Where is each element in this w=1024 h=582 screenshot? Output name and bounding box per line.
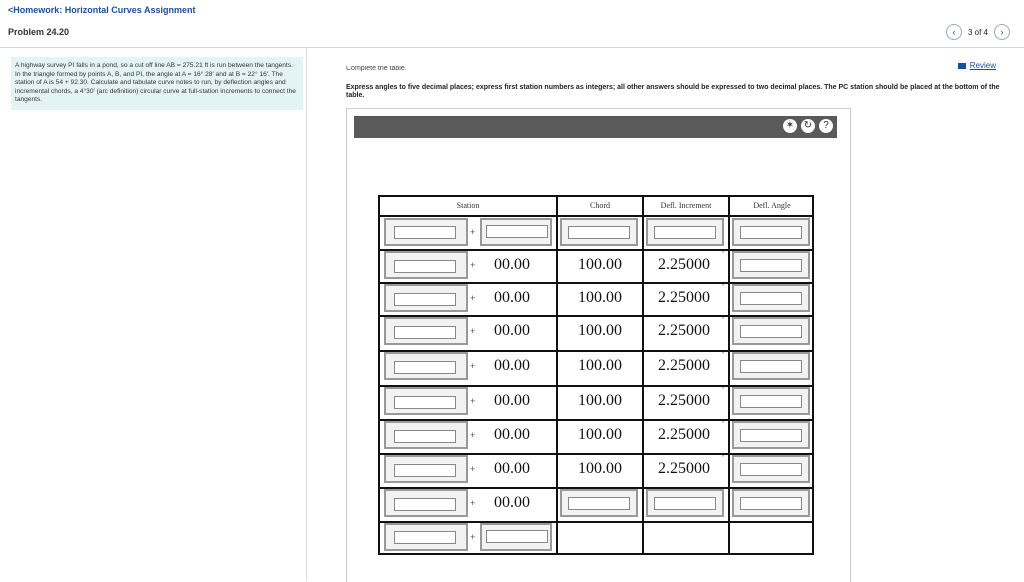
chord-value: 100.00 bbox=[578, 322, 622, 339]
degree-sign: ° bbox=[808, 419, 811, 425]
header-divider bbox=[380, 215, 812, 217]
defl-increment-value: 2.25000 bbox=[658, 460, 710, 477]
plus-sign: + bbox=[470, 498, 476, 508]
station-first-input[interactable] bbox=[394, 464, 456, 477]
chord-input[interactable] bbox=[568, 497, 630, 510]
station-first-input[interactable] bbox=[394, 430, 456, 443]
problem-statement: A highway survey PI falls in a pond, so a cut off line AB = 275.21 ft is run between the tangents. In the triangle formed by points A, B, and PI, the angle at A = 16° 28′ and at B = 22° 16′. The station of A is 54 + 92.30. Calculate and tabulate curve notes to run, by deflection angles and incremental chords, a 4°30′ (arc definition) circular curve at full-station increments to connect the tangents. bbox=[11, 57, 303, 110]
station-value: 00.00 bbox=[494, 289, 530, 306]
defl-increment-value: 2.25000 bbox=[658, 426, 710, 443]
defl-angle-input[interactable] bbox=[740, 292, 802, 305]
cut-instruction: Complete the table. bbox=[346, 66, 407, 72]
station-first-input[interactable] bbox=[394, 226, 456, 239]
header-defl-angle: Defl. Angle bbox=[753, 201, 791, 210]
degree-sign: ° bbox=[808, 350, 811, 356]
problem-title: Problem 24.20 bbox=[8, 27, 70, 37]
plus-sign: + bbox=[470, 396, 476, 406]
degree-sign: ° bbox=[722, 421, 725, 427]
header-defl-increment: Defl. Increment bbox=[660, 201, 712, 210]
plus-sign: + bbox=[470, 361, 476, 371]
instructions: Express angles to five decimal places; express first station numbers as integers; all other answers should be expressed to two decimal places. The PC station should be placed at the bottom of the table. bbox=[346, 84, 1000, 99]
station-value: 00.00 bbox=[494, 256, 530, 273]
station-value: 00.00 bbox=[494, 494, 530, 511]
header-chord: Chord bbox=[590, 201, 610, 210]
defl-angle-input[interactable] bbox=[740, 429, 802, 442]
station-first-input[interactable] bbox=[394, 293, 456, 306]
station-value: 00.00 bbox=[494, 426, 530, 443]
plus-sign: + bbox=[470, 430, 476, 440]
degree-sign: ° bbox=[722, 251, 725, 257]
station-second-input[interactable] bbox=[486, 225, 548, 238]
top-bar bbox=[0, 0, 1024, 48]
station-value: 00.00 bbox=[494, 322, 530, 339]
station-first-input[interactable] bbox=[394, 326, 456, 339]
degree-sign: ° bbox=[808, 453, 811, 459]
station-first-input[interactable] bbox=[394, 498, 456, 511]
hint-icon[interactable]: ✶ bbox=[783, 119, 797, 133]
station-value: 00.00 bbox=[494, 460, 530, 477]
station-first-input[interactable] bbox=[394, 361, 456, 374]
degree-sign: ° bbox=[722, 455, 725, 461]
chord-value: 100.00 bbox=[578, 426, 622, 443]
chevron-right-icon[interactable]: › bbox=[994, 24, 1010, 40]
degree-sign: ° bbox=[808, 216, 811, 222]
defl-angle-input[interactable] bbox=[740, 360, 802, 373]
curve-notes-table bbox=[378, 195, 814, 555]
chord-value: 100.00 bbox=[578, 357, 622, 374]
station-second-input[interactable] bbox=[486, 530, 548, 543]
degree-sign: ° bbox=[722, 352, 725, 358]
degree-sign: ° bbox=[808, 385, 811, 391]
back-link[interactable]: <Homework: Horizontal Curves Assignment bbox=[8, 5, 196, 15]
pager-text: 3 of 4 bbox=[967, 27, 988, 37]
pager bbox=[946, 24, 1010, 40]
review-label[interactable]: Review bbox=[969, 61, 996, 70]
station-first-input[interactable] bbox=[394, 260, 456, 273]
defl-increment-value: 2.25000 bbox=[658, 392, 710, 409]
defl-increment-value: 2.25000 bbox=[658, 256, 710, 273]
degree-sign: ° bbox=[808, 315, 811, 321]
defl-increment-value: 2.25000 bbox=[658, 322, 710, 339]
defl-increment-value: 2.25000 bbox=[658, 357, 710, 374]
chord-value: 100.00 bbox=[578, 392, 622, 409]
chord-value: 100.00 bbox=[578, 289, 622, 306]
defl-angle-input[interactable] bbox=[740, 226, 802, 239]
chevron-left-icon[interactable]: ‹ bbox=[946, 24, 962, 40]
tool-bar bbox=[354, 116, 837, 138]
chord-input[interactable] bbox=[568, 226, 630, 239]
degree-sign: ° bbox=[808, 249, 811, 255]
degree-sign: ° bbox=[722, 317, 725, 323]
station-first-input[interactable] bbox=[394, 396, 456, 409]
chord-value: 100.00 bbox=[578, 256, 622, 273]
review-icon bbox=[958, 63, 966, 69]
plus-sign: + bbox=[470, 326, 476, 336]
defl-angle-input[interactable] bbox=[740, 395, 802, 408]
defl-angle-input[interactable] bbox=[740, 497, 802, 510]
plus-sign: + bbox=[470, 532, 476, 542]
plus-sign: + bbox=[470, 227, 476, 237]
plus-sign: + bbox=[470, 293, 476, 303]
degree-sign: ° bbox=[722, 487, 725, 493]
degree-sign: ° bbox=[722, 216, 725, 222]
defl-angle-input[interactable] bbox=[740, 259, 802, 272]
chord-value: 100.00 bbox=[578, 460, 622, 477]
station-value: 00.00 bbox=[494, 357, 530, 374]
defl-increment-value: 2.25000 bbox=[658, 289, 710, 306]
defl-increment-input[interactable] bbox=[654, 226, 716, 239]
review-link[interactable] bbox=[958, 61, 996, 70]
station-value: 00.00 bbox=[494, 392, 530, 409]
plus-sign: + bbox=[470, 260, 476, 270]
left-panel bbox=[0, 48, 307, 581]
degree-sign: ° bbox=[722, 284, 725, 290]
help-icon[interactable]: ? bbox=[819, 119, 833, 133]
degree-sign: ° bbox=[722, 387, 725, 393]
defl-angle-input[interactable] bbox=[740, 463, 802, 476]
degree-sign: ° bbox=[808, 282, 811, 288]
plus-sign: + bbox=[470, 464, 476, 474]
degree-sign: ° bbox=[808, 487, 811, 493]
reset-icon[interactable]: ↻ bbox=[801, 119, 815, 133]
station-first-input[interactable] bbox=[394, 531, 456, 544]
defl-increment-input[interactable] bbox=[654, 497, 716, 510]
header-station: Station bbox=[456, 201, 480, 210]
defl-angle-input[interactable] bbox=[740, 325, 802, 338]
